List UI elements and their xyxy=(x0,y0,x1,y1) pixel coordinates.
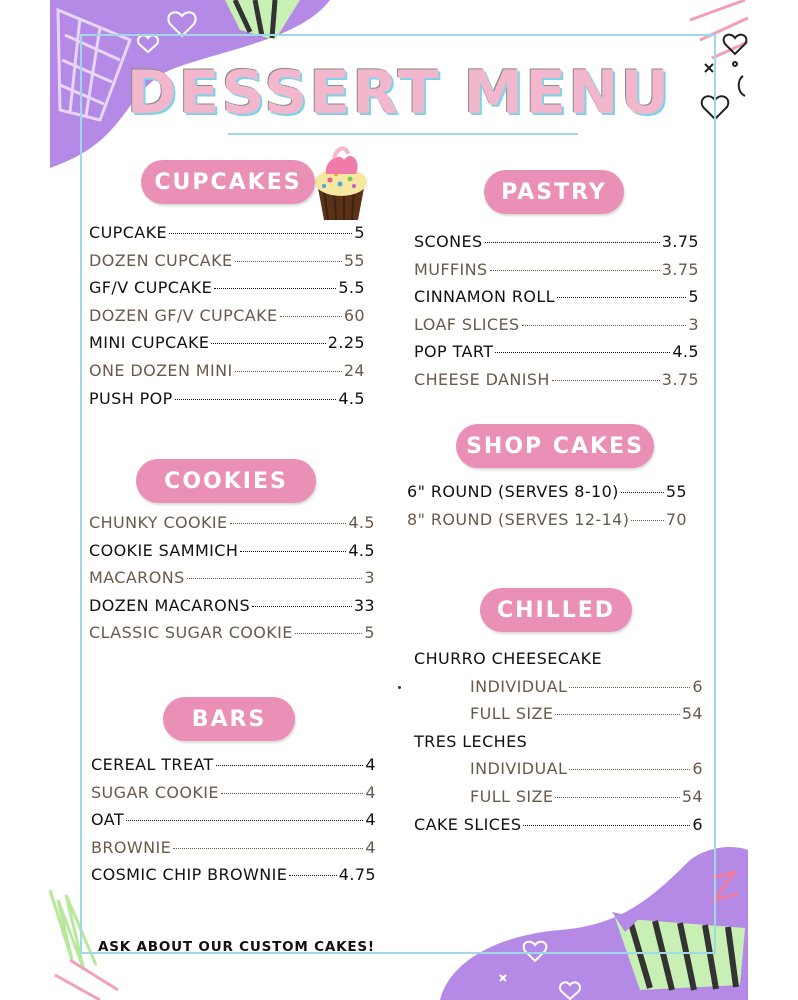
dot-leader xyxy=(173,848,363,849)
menu-item-price: 3.75 xyxy=(661,232,699,251)
bars-list xyxy=(91,755,376,893)
menu-item-name: GF/V CUPCAKE xyxy=(89,278,213,298)
dot-leader xyxy=(569,769,690,770)
dot-leader xyxy=(555,714,679,715)
menu-item-price: 4 xyxy=(365,837,376,857)
menu-item-price: 33 xyxy=(353,595,375,615)
menu-item-row xyxy=(407,510,687,538)
menu-item-row xyxy=(91,838,376,866)
dot-leader xyxy=(555,797,679,798)
menu-item-price: 54 xyxy=(681,704,703,724)
menu-item-name: DOZEN GF/V CUPCAKE xyxy=(89,305,278,325)
menu-item-name: DOZEN CUPCAKE xyxy=(89,250,233,270)
dot-leader xyxy=(490,270,660,271)
menu-item-row xyxy=(414,370,699,398)
dot-leader xyxy=(221,793,364,794)
menu-item-row xyxy=(89,513,375,541)
section-header-pastry: PASTRY xyxy=(484,170,624,214)
dot-leader xyxy=(552,380,660,381)
menu-item-name: POP TART xyxy=(414,342,494,362)
dot-leader xyxy=(240,551,346,552)
section-header-chilled: CHILLED xyxy=(480,588,632,632)
menu-item-row xyxy=(89,333,365,361)
menu-item-name: COOKIE SAMMICH xyxy=(89,540,239,560)
dot-leader xyxy=(485,242,660,243)
menu-item-name: 8" ROUND (SERVES 12-14) xyxy=(407,509,630,529)
dot-leader xyxy=(214,288,336,289)
cupcakes-list xyxy=(89,223,365,416)
menu-item-name: DOZEN MACARONS xyxy=(89,595,251,615)
menu-item-price: 4 xyxy=(365,755,376,774)
menu-item-name: COSMIC CHIP BROWNIE xyxy=(91,865,288,885)
menu-item-price: 3 xyxy=(688,314,699,334)
dot-leader xyxy=(126,820,363,821)
menu-item-row xyxy=(89,306,365,334)
menu-item-row xyxy=(414,787,703,815)
dot-leader xyxy=(569,687,690,688)
menu-item-price: 55 xyxy=(343,250,365,270)
menu-item-name: CAKE SLICES xyxy=(414,814,522,834)
menu-item-row xyxy=(91,783,376,811)
menu-item-row xyxy=(89,389,365,417)
menu-item-price: 4.5 xyxy=(338,388,365,408)
menu-item-row xyxy=(91,810,376,838)
menu-item-name: ONE DOZEN MINI xyxy=(89,360,233,380)
menu-item-row xyxy=(414,677,703,705)
menu-item-name: TRES LECHES xyxy=(414,731,528,751)
menu-item-row xyxy=(414,649,703,677)
menu-item-row xyxy=(89,223,365,251)
chilled-list xyxy=(414,649,703,842)
menu-item-row xyxy=(414,287,699,315)
menu-item-row xyxy=(407,482,687,510)
menu-item-name: BROWNIE xyxy=(91,837,172,857)
menu-item-name: MUFFINS xyxy=(414,259,488,279)
menu-item-price: 5 xyxy=(354,223,365,242)
section-header-cupcakes: CUPCAKES xyxy=(141,160,315,204)
menu-item-name: 6" ROUND (SERVES 8-10) xyxy=(407,482,619,501)
pink-lines-bottom-left xyxy=(55,960,118,1000)
menu-item-name: CLASSIC SUGAR COOKIE xyxy=(89,623,293,643)
menu-item-row xyxy=(89,568,375,596)
menu-item-price: 24 xyxy=(343,360,365,380)
menu-item-name: SCONES xyxy=(414,232,483,251)
menu-item-name: INDIVIDUAL xyxy=(470,759,568,779)
dot-leader xyxy=(280,316,342,317)
menu-item-name: CHUNKY COOKIE xyxy=(89,513,228,532)
cookies-list xyxy=(89,513,375,651)
menu-item-name: INDIVIDUAL xyxy=(470,676,568,696)
dot-leader xyxy=(295,633,363,634)
dot-leader xyxy=(187,578,363,579)
section-header-bars: BARS xyxy=(163,697,295,741)
menu-item-price: 55 xyxy=(665,482,687,501)
menu-item-row xyxy=(91,755,376,783)
dot-leader xyxy=(621,492,664,493)
dot-leader xyxy=(289,875,337,876)
menu-item-name: CINNAMON ROLL xyxy=(414,287,555,307)
dot-leader xyxy=(523,825,690,826)
menu-item-name: CEREAL TREAT xyxy=(91,755,214,774)
menu-item-row xyxy=(89,251,365,279)
stray-dot xyxy=(398,686,401,689)
menu-item-row xyxy=(91,865,376,893)
dot-leader xyxy=(235,371,342,372)
menu-item-row xyxy=(89,278,365,306)
cupcake-icon xyxy=(310,140,372,224)
menu-item-price: 4 xyxy=(365,782,376,802)
dot-leader xyxy=(522,325,687,326)
menu-item-name: PUSH POP xyxy=(89,388,173,408)
dot-leader xyxy=(230,523,347,524)
menu-item-price: 4.5 xyxy=(348,513,375,532)
menu-item-row xyxy=(89,596,375,624)
menu-item-name: CHURRO CHEESECAKE xyxy=(414,649,603,668)
menu-title: DESSERT MENU xyxy=(126,58,672,128)
dot-leader xyxy=(235,261,342,262)
menu-item-name: FULL SIZE xyxy=(470,786,554,806)
shop-cakes-list xyxy=(407,482,687,537)
menu-item-price: 60 xyxy=(343,305,365,325)
menu-item-price: 3.75 xyxy=(661,369,699,389)
menu-item-name: LOAF SLICES xyxy=(414,314,520,334)
menu-item-price: 4.5 xyxy=(672,342,699,362)
menu-item-price: 70 xyxy=(665,509,687,529)
dot-leader xyxy=(175,399,337,400)
menu-item-price: 2.25 xyxy=(327,333,365,353)
dot-leader xyxy=(211,343,325,344)
menu-item-row xyxy=(414,732,703,760)
menu-item-name: CHEESE DANISH xyxy=(414,369,550,389)
menu-item-price: 5 xyxy=(364,623,375,643)
dot-leader xyxy=(169,233,352,234)
menu-item-price: 3 xyxy=(364,568,375,588)
dot-leader xyxy=(557,297,686,298)
dot-leader xyxy=(495,352,670,353)
menu-item-row xyxy=(414,232,699,260)
menu-item-row xyxy=(414,342,699,370)
menu-item-row xyxy=(414,260,699,288)
menu-item-price: 5.5 xyxy=(338,278,365,298)
menu-item-row xyxy=(414,759,703,787)
menu-item-price: 54 xyxy=(681,786,703,806)
custom-cakes-note: ASK ABOUT OUR CUSTOM CAKES! xyxy=(98,939,375,955)
title-underline xyxy=(228,133,578,135)
section-header-shop-cakes: SHOP CAKES xyxy=(456,424,654,468)
menu-item-price: 5 xyxy=(688,287,699,307)
dot-leader xyxy=(252,606,352,607)
menu-item-row xyxy=(89,361,365,389)
menu-item-name: MACARONS xyxy=(89,568,185,588)
menu-item-price: 6 xyxy=(692,676,703,696)
menu-item-price: 6 xyxy=(692,759,703,779)
menu-item-row xyxy=(414,704,703,732)
menu-item-row xyxy=(89,623,375,651)
menu-item-name: CUPCAKE xyxy=(89,223,168,242)
menu-item-row xyxy=(414,815,703,843)
menu-item-name: FULL SIZE xyxy=(470,704,554,724)
menu-item-name: MINI CUPCAKE xyxy=(89,333,210,353)
menu-item-price: 4 xyxy=(365,810,376,830)
menu-item-price: 4.5 xyxy=(348,540,375,560)
pastry-list xyxy=(414,232,699,398)
section-header-cookies: COOKIES xyxy=(136,459,316,503)
menu-item-name: SUGAR COOKIE xyxy=(91,782,219,802)
menu-item-name: OAT xyxy=(91,810,124,830)
menu-item-price: 4.75 xyxy=(338,865,376,885)
menu-item-price: 6 xyxy=(692,814,703,834)
menu-item-price: 3.75 xyxy=(661,259,699,279)
dot-leader xyxy=(216,765,364,766)
menu-item-row xyxy=(414,315,699,343)
menu-item-row xyxy=(89,541,375,569)
dot-leader xyxy=(631,520,663,521)
